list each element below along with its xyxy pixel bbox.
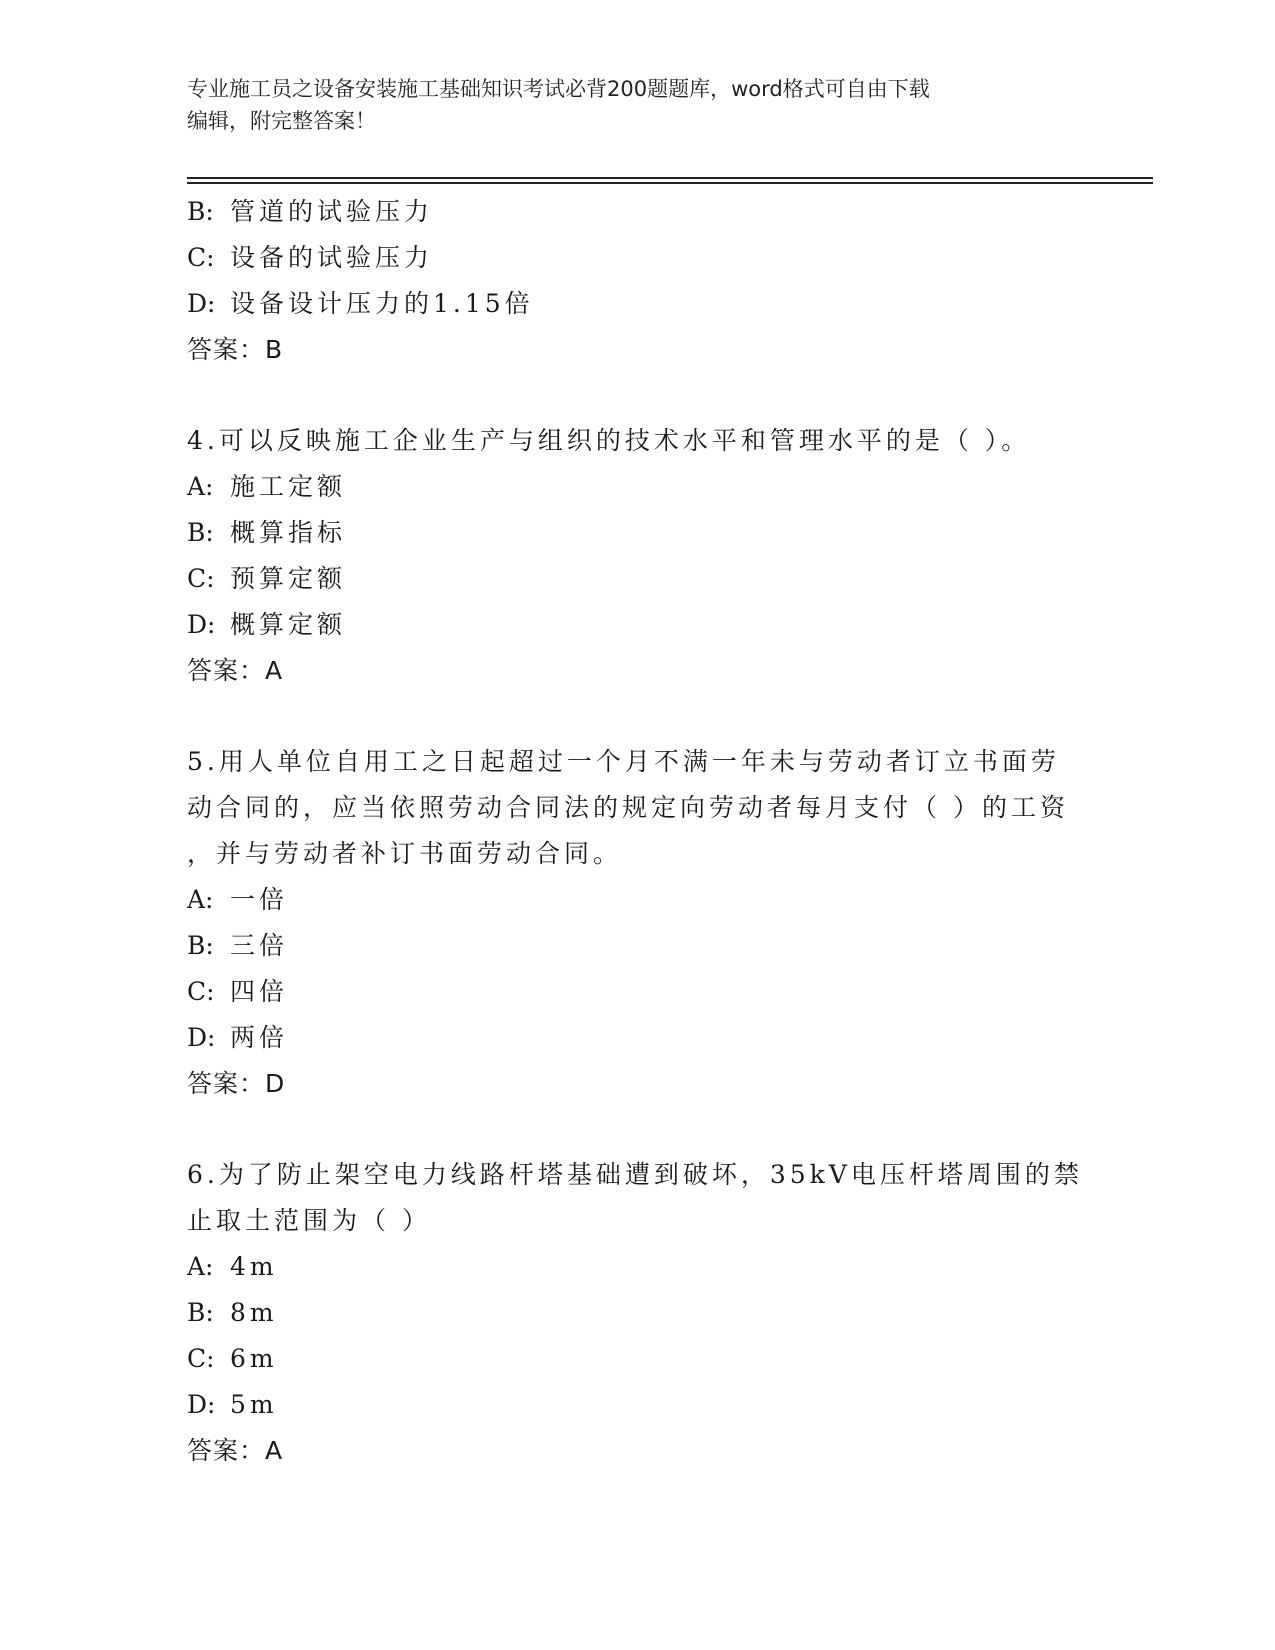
option-d: D: 两倍 [187,1023,289,1052]
option-d: D: 概算定额 [187,610,347,639]
question-text: ，并与劳动者补订书面劳动合同。 [187,839,623,868]
question-4 [187,418,1087,694]
answer-line: 答案：D [187,1069,286,1098]
option-d: D: 设备设计压力的1.15倍 [187,289,534,318]
option-b: B: 概算指标 [187,518,347,547]
option-c: C: 四倍 [187,977,289,1006]
option-b: B: 三倍 [187,931,289,960]
question-text: 4.可以反映施工企业生产与组织的技术水平和管理水平的是（ ）。 [187,426,1031,455]
option-c: C: 设备的试验压力 [187,243,434,272]
answer-line: 答案：A [187,1436,284,1465]
question-3-continued [187,189,1087,373]
header-line-2: 编辑，附完整答案！ [187,109,376,133]
option-a: A: 一倍 [187,885,289,914]
question-list [187,189,1087,1474]
answer-line: 答案：A [187,656,284,685]
document-header [187,73,1067,137]
option-b: B: 8m [187,1298,278,1327]
option-c: C: 6m [187,1344,278,1373]
option-a: A: 4m [187,1252,278,1281]
answer-line: 答案：B [187,335,284,364]
option-a: A: 施工定额 [187,472,347,501]
option-b: B: 管道的试验压力 [187,197,434,226]
question-5 [187,739,1087,1107]
option-d: D: 5m [187,1390,278,1419]
question-text: 6.为了防止架空电力线路杆塔基础遭到破坏，35kV电压杆塔周围的禁 [187,1160,1083,1189]
question-6 [187,1152,1087,1474]
question-text: 止取土范围为（ ） [187,1206,431,1235]
question-text: 5.用人单位自用工之日起超过一个月不满一年未与劳动者订立书面劳 [187,747,1060,776]
option-c: C: 预算定额 [187,564,347,593]
question-text: 动合同的，应当依照劳动合同法的规定向劳动者每月支付（ ）的工资 [187,793,1069,822]
header-divider-top [187,177,1153,179]
header-divider-bottom [187,182,1153,184]
header-line-1: 专业施工员之设备安装施工基础知识考试必背200题题库，word格式可自由下载 [187,77,930,101]
